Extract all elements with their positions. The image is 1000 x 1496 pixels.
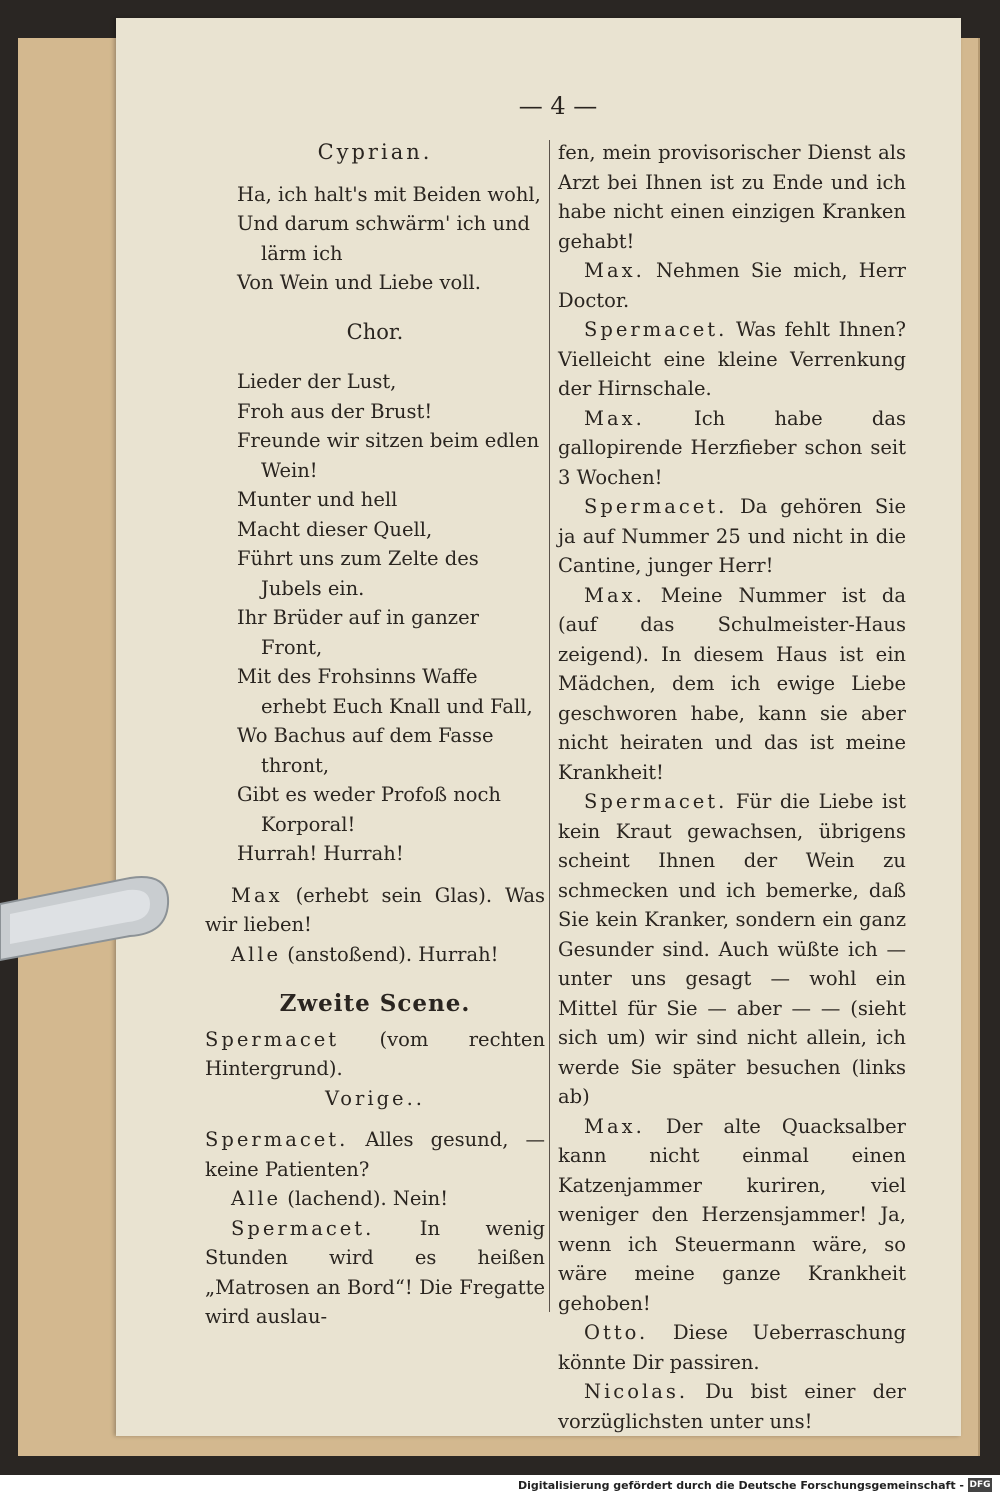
chorus-heading: Chor. (346, 319, 404, 344)
verse-line: Mit des Frohsinns Waffe erhebt Euch Knall und Fall, (237, 665, 533, 718)
speaker-name: Max. (584, 406, 645, 430)
dialogue-text: Was fehlt Ihnen? Vielleicht eine kleine Verrenkung der Hirnschale. (558, 318, 906, 400)
dialogue-line (205, 1214, 545, 1332)
verse-line: Ha, ich halt's mit Beiden wohl, (237, 182, 541, 206)
dialogue-line (205, 881, 545, 940)
funding-notice: Digitalisierung gefördert durch die Deutsche Forschungsgemeinschaft - (517, 1479, 964, 1492)
scene-direction (205, 1025, 545, 1084)
dialogue-text: Ich habe das gallopirende Herzfieber schon seit 3 Wochen! (558, 406, 906, 489)
verse-line: Hurrah! Hurrah! (237, 842, 404, 865)
verse-line: Lieder der Lust, (237, 370, 397, 393)
scene-title: Zweite Scene. (279, 990, 471, 1017)
verse-line: Gibt es weder Profoß noch Korporal! (237, 783, 501, 836)
dialogue-text: Du bist einer der vorzüglichsten unter uns! (558, 1380, 906, 1433)
speaker-name: Otto. (584, 1321, 649, 1344)
dialogue-line (205, 1125, 545, 1184)
verse-line: Macht dieser Quell, (237, 517, 433, 541)
speaker-name: Spermacet (205, 1027, 340, 1051)
dialogue-text: Nehmen Sie mich, Herr Doctor. (558, 259, 906, 312)
speaker-name: Max. (584, 1114, 645, 1138)
dialogue-line (558, 1377, 906, 1436)
verse-line: Freunde wir sitzen beim edlen Wein! (237, 429, 540, 482)
dialogue-text: (erhebt sein Glas). Was wir lieben! (205, 883, 545, 936)
speaker-name: Alle (231, 1187, 282, 1210)
dialogue-line (558, 404, 906, 493)
verse-line: Von Wein und Liebe voll. (237, 271, 481, 294)
song-verse (205, 180, 545, 298)
dialogue-continuation: fen, mein provisorischer Dienst als Arzt bei Ihnen ist zu Ende und ich habe nicht einen einzigen Kranken gehabt! (558, 141, 906, 253)
dialogue-line (558, 492, 906, 581)
speaker-name: Spermacet. (584, 318, 728, 341)
speaker-name: Max. (584, 259, 645, 282)
dialogue-text: (lachend). Nein! (281, 1187, 449, 1210)
dialogue-line (558, 581, 906, 788)
speaker-name: Nicolas. (584, 1380, 689, 1403)
verse-line: Und darum schwärm' ich und lärm ich (237, 212, 531, 265)
page-clip-icon (0, 874, 170, 984)
column-divider (549, 140, 550, 1312)
verse-line: Führt uns zum Zelte des Jubels ein. (237, 547, 479, 600)
verse-line: Wo Bachus auf dem Fasse thront, (237, 724, 494, 777)
dialogue-text: In wenig Stunden wird es heißen „Matrosen an Bord“! Die Fregatte wird auslau- (205, 1216, 545, 1328)
dialogue-text: Diese Ueberraschung könnte Dir passiren. (558, 1321, 906, 1374)
dfg-logo: DFG (969, 1480, 991, 1490)
dialogue-text: (vom rechten Hintergrund). (205, 1027, 545, 1080)
speaker-name: Alle (231, 942, 282, 966)
speaker-heading: Cyprian. (317, 140, 433, 164)
speaker-name: Max (231, 883, 283, 907)
dialogue-text: Da gehören Sie ja auf Nummer 25 und nicht in die Cantine, junger Herr! (558, 495, 906, 577)
dialogue-text: Meine Nummer ist da (auf das Schulmeister-Haus zeigend). In diesem Haus ist ein Mädchen, dem ich ewige Liebe geschworen habe, kann sie aber nicht heiraten und das ist meine Krankheit! (558, 583, 906, 784)
verse-line: Ihr Brüder auf in ganzer Front, (237, 606, 479, 659)
dialogue-line (205, 1184, 545, 1214)
dialogue-text: (anstoßend). Hurrah! (281, 942, 499, 966)
dialogue-line (205, 940, 545, 970)
dialogue-line (558, 787, 906, 1112)
verse-line: Munter und hell (237, 488, 398, 511)
chorus-verse (205, 367, 545, 869)
dialogue-line (558, 315, 906, 404)
page-number: — 4 — (518, 92, 598, 120)
speaker-name: Max. (584, 583, 645, 607)
dialogue-text: Der alte Quacksalber kann nicht einmal einen Katzenjammer kuriren, viel weniger den Herzensjammer! Ja, wenn ich Steuermann wäre, so wäre meine ganze Krankheit gehoben! (558, 1114, 906, 1315)
dialogue-line (558, 256, 906, 315)
verse-line: Froh aus der Brust! (237, 399, 433, 423)
dialogue-text: Für die Liebe ist kein Kraut gewachsen, übrigens scheint Ihnen der Wein zu schmecken und ich bemerke, daß Sie kein Kranker, sondern ein ganz Gesunder sind. Auch wüßte ich — unter uns gesagt — wohl ein Mittel für Sie — aber — — (sieht sich um) wir sind nicht allein, ich werde Sie später besuchen (links ab) (558, 790, 906, 1108)
left-column (205, 138, 545, 1332)
speaker-name: Spermacet. (231, 1216, 375, 1240)
speaker-name: Spermacet. (584, 790, 728, 813)
right-column (558, 138, 906, 1436)
speaker-name: Spermacet. (205, 1128, 349, 1151)
dialogue-line (558, 1112, 906, 1319)
speaker-name: Spermacet. (584, 495, 728, 518)
scene-direction-others: Vorige.. (324, 1086, 425, 1110)
dialogue-text: Alles gesund, — keine Patienten? (205, 1128, 545, 1181)
dialogue-line (558, 1318, 906, 1377)
